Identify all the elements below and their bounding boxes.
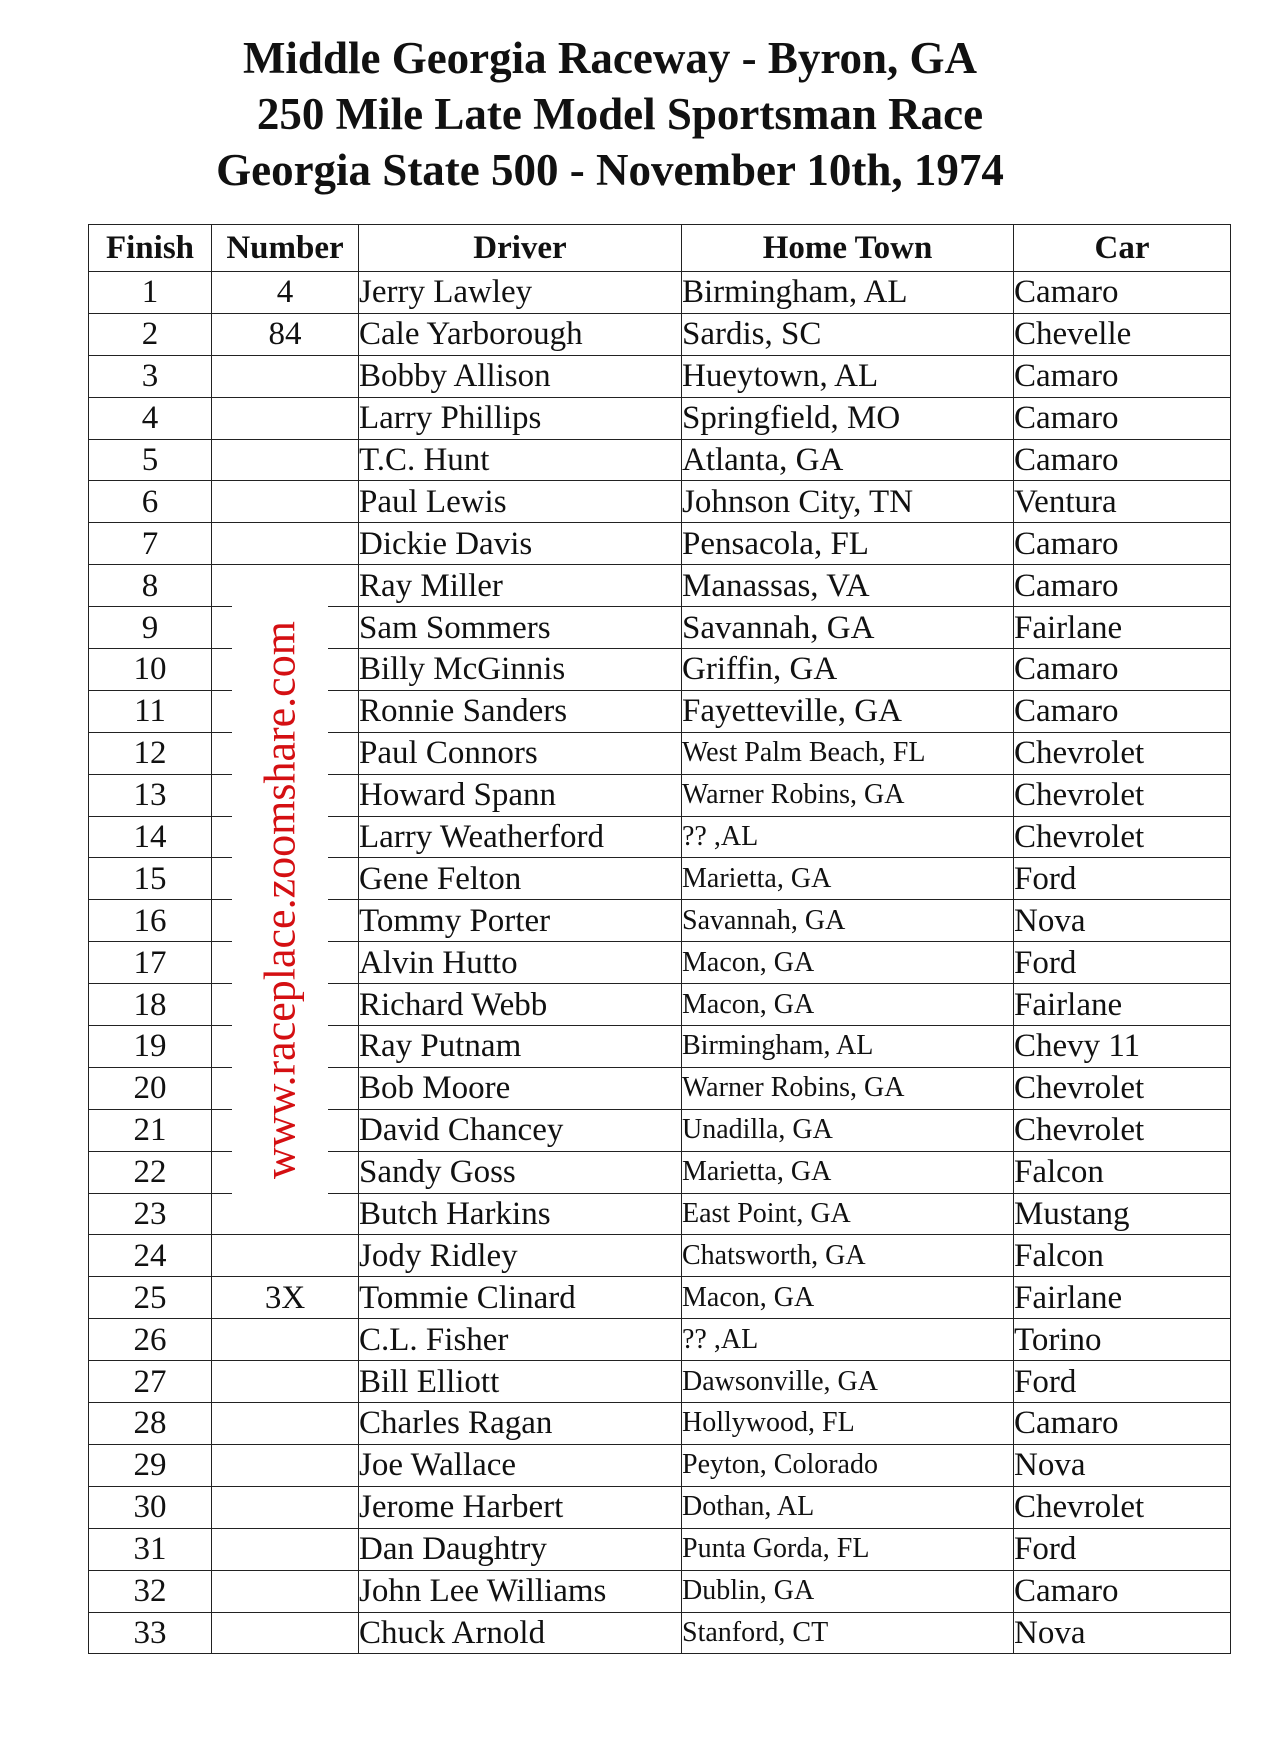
driver-cell: Richard Webb <box>359 984 682 1026</box>
home-town-cell: Macon, GA <box>682 942 1014 984</box>
car-cell: Torino <box>1014 1319 1231 1361</box>
table-row <box>89 1570 1231 1612</box>
car-cell: Fairlane <box>1014 1277 1231 1319</box>
finish-cell: 22 <box>89 1151 212 1193</box>
finish-cell: 25 <box>89 1277 212 1319</box>
driver-cell: Larry Weatherford <box>359 816 682 858</box>
driver-cell: Charles Ragan <box>359 1403 682 1445</box>
home-town-cell: Unadilla, GA <box>682 1109 1014 1151</box>
home-town-cell: Marietta, GA <box>682 858 1014 900</box>
car-cell: Fairlane <box>1014 984 1231 1026</box>
car-cell: Chevrolet <box>1014 1486 1231 1528</box>
car-cell: Ford <box>1014 858 1231 900</box>
home-town-cell: Dublin, GA <box>682 1570 1014 1612</box>
table-row <box>89 355 1231 397</box>
car-cell: Chevy 11 <box>1014 1026 1231 1068</box>
home-town-cell: Warner Robins, GA <box>682 774 1014 816</box>
finish-cell: 2 <box>89 313 212 355</box>
home-town-cell: Fayetteville, GA <box>682 690 1014 732</box>
number-cell <box>212 1403 359 1445</box>
finish-cell: 12 <box>89 732 212 774</box>
home-town-cell: Warner Robins, GA <box>682 1067 1014 1109</box>
finish-cell: 26 <box>89 1319 212 1361</box>
table-row <box>89 1361 1231 1403</box>
home-town-cell: Stanford, CT <box>682 1612 1014 1654</box>
car-cell: Camaro <box>1014 355 1231 397</box>
home-town-cell: Birmingham, AL <box>682 272 1014 314</box>
number-cell <box>212 1444 359 1486</box>
column-header-car: Car <box>1014 225 1231 272</box>
car-cell: Camaro <box>1014 523 1231 565</box>
number-cell <box>212 1235 359 1277</box>
driver-cell: Tommie Clinard <box>359 1277 682 1319</box>
car-cell: Falcon <box>1014 1235 1231 1277</box>
title-line-2: 250 Mile Late Model Sportsman Race <box>256 89 984 139</box>
home-town-cell: Macon, GA <box>682 984 1014 1026</box>
car-cell: Camaro <box>1014 565 1231 607</box>
table-row <box>89 397 1231 439</box>
watermark-text: www.raceplace.zoomshare.com <box>255 621 305 1179</box>
driver-cell: Paul Connors <box>359 732 682 774</box>
column-header-home-town: Home Town <box>682 225 1014 272</box>
finish-cell: 4 <box>89 397 212 439</box>
driver-cell: Larry Phillips <box>359 397 682 439</box>
table-row <box>89 1612 1231 1654</box>
home-town-cell: Marietta, GA <box>682 1151 1014 1193</box>
driver-cell: Bill Elliott <box>359 1361 682 1403</box>
title-line-1: Middle Georgia Raceway - Byron, GA <box>242 33 978 83</box>
driver-cell: Dickie Davis <box>359 523 682 565</box>
column-header-finish: Finish <box>89 225 212 272</box>
driver-cell: Sam Sommers <box>359 607 682 649</box>
car-cell: Chevrolet <box>1014 774 1231 816</box>
driver-cell: Dan Daughtry <box>359 1528 682 1570</box>
driver-cell: Alvin Hutto <box>359 942 682 984</box>
finish-cell: 30 <box>89 1486 212 1528</box>
table-row <box>89 481 1231 523</box>
home-town-cell: Birmingham, AL <box>682 1026 1014 1068</box>
car-cell: Chevrolet <box>1014 1067 1231 1109</box>
car-cell: Chevelle <box>1014 313 1231 355</box>
car-cell: Nova <box>1014 1444 1231 1486</box>
car-cell: Camaro <box>1014 649 1231 691</box>
finish-cell: 17 <box>89 942 212 984</box>
table-row <box>89 1277 1231 1319</box>
number-cell: 84 <box>212 313 359 355</box>
table-row <box>89 272 1231 314</box>
finish-cell: 7 <box>89 523 212 565</box>
table-row <box>89 1235 1231 1277</box>
finish-cell: 24 <box>89 1235 212 1277</box>
finish-cell: 31 <box>89 1528 212 1570</box>
number-cell <box>212 355 359 397</box>
driver-cell: Howard Spann <box>359 774 682 816</box>
finish-cell: 6 <box>89 481 212 523</box>
column-header-driver: Driver <box>359 225 682 272</box>
finish-cell: 10 <box>89 649 212 691</box>
car-cell: Nova <box>1014 900 1231 942</box>
number-cell <box>212 1319 359 1361</box>
driver-cell: T.C. Hunt <box>359 439 682 481</box>
number-cell: 4 <box>212 272 359 314</box>
driver-cell: Billy McGinnis <box>359 649 682 691</box>
finish-cell: 21 <box>89 1109 212 1151</box>
table-row <box>89 313 1231 355</box>
document-header <box>0 30 1220 198</box>
number-cell <box>212 481 359 523</box>
number-cell <box>212 1570 359 1612</box>
driver-cell: Chuck Arnold <box>359 1612 682 1654</box>
number-cell <box>212 523 359 565</box>
driver-cell: Bobby Allison <box>359 355 682 397</box>
finish-cell: 8 <box>89 565 212 607</box>
home-town-cell: Springfield, MO <box>682 397 1014 439</box>
home-town-cell: Pensacola, FL <box>682 523 1014 565</box>
home-town-cell: Sardis, SC <box>682 313 1014 355</box>
home-town-cell: Hollywood, FL <box>682 1403 1014 1445</box>
finish-cell: 32 <box>89 1570 212 1612</box>
car-cell: Chevrolet <box>1014 732 1231 774</box>
driver-cell: Cale Yarborough <box>359 313 682 355</box>
driver-cell: Tommy Porter <box>359 900 682 942</box>
table-row <box>89 523 1231 565</box>
home-town-cell: Macon, GA <box>682 1277 1014 1319</box>
finish-cell: 19 <box>89 1026 212 1068</box>
home-town-cell: Dawsonville, GA <box>682 1361 1014 1403</box>
driver-cell: Butch Harkins <box>359 1193 682 1235</box>
home-town-cell: Atlanta, GA <box>682 439 1014 481</box>
home-town-cell: Savannah, GA <box>682 900 1014 942</box>
finish-cell: 16 <box>89 900 212 942</box>
finish-cell: 18 <box>89 984 212 1026</box>
finish-cell: 11 <box>89 690 212 732</box>
watermark-panel <box>232 572 328 1228</box>
number-cell <box>212 1486 359 1528</box>
home-town-cell: ?? ,AL <box>682 816 1014 858</box>
finish-cell: 1 <box>89 272 212 314</box>
home-town-cell: Johnson City, TN <box>682 481 1014 523</box>
home-town-cell: Savannah, GA <box>682 607 1014 649</box>
car-cell: Ford <box>1014 1361 1231 1403</box>
driver-cell: David Chancey <box>359 1109 682 1151</box>
car-cell: Camaro <box>1014 690 1231 732</box>
car-cell: Mustang <box>1014 1193 1231 1235</box>
number-cell: 3X <box>212 1277 359 1319</box>
table-row <box>89 1486 1231 1528</box>
table-row <box>89 1528 1231 1570</box>
driver-cell: Paul Lewis <box>359 481 682 523</box>
table-row <box>89 1444 1231 1486</box>
car-cell: Camaro <box>1014 1403 1231 1445</box>
car-cell: Chevrolet <box>1014 1109 1231 1151</box>
finish-cell: 15 <box>89 858 212 900</box>
car-cell: Chevrolet <box>1014 816 1231 858</box>
driver-cell: Jody Ridley <box>359 1235 682 1277</box>
car-cell: Fairlane <box>1014 607 1231 649</box>
number-cell <box>212 1528 359 1570</box>
driver-cell: Jerome Harbert <box>359 1486 682 1528</box>
driver-cell: Ray Miller <box>359 565 682 607</box>
finish-cell: 14 <box>89 816 212 858</box>
home-town-cell: Peyton, Colorado <box>682 1444 1014 1486</box>
finish-cell: 23 <box>89 1193 212 1235</box>
home-town-cell: Dothan, AL <box>682 1486 1014 1528</box>
driver-cell: Ray Putnam <box>359 1026 682 1068</box>
home-town-cell: Griffin, GA <box>682 649 1014 691</box>
finish-cell: 3 <box>89 355 212 397</box>
driver-cell: Joe Wallace <box>359 1444 682 1486</box>
car-cell: Falcon <box>1014 1151 1231 1193</box>
home-town-cell: Hueytown, AL <box>682 355 1014 397</box>
car-cell: Camaro <box>1014 1570 1231 1612</box>
driver-cell: Bob Moore <box>359 1067 682 1109</box>
car-cell: Ford <box>1014 1528 1231 1570</box>
home-town-cell: West Palm Beach, FL <box>682 732 1014 774</box>
number-cell <box>212 397 359 439</box>
driver-cell: Sandy Goss <box>359 1151 682 1193</box>
table-row <box>89 439 1231 481</box>
table-row <box>89 1319 1231 1361</box>
home-town-cell: Manassas, VA <box>682 565 1014 607</box>
finish-cell: 27 <box>89 1361 212 1403</box>
finish-cell: 13 <box>89 774 212 816</box>
driver-cell: Ronnie Sanders <box>359 690 682 732</box>
number-cell <box>212 1361 359 1403</box>
car-cell: Camaro <box>1014 397 1231 439</box>
finish-cell: 9 <box>89 607 212 649</box>
home-town-cell: Chatsworth, GA <box>682 1235 1014 1277</box>
finish-cell: 33 <box>89 1612 212 1654</box>
finish-cell: 28 <box>89 1403 212 1445</box>
driver-cell: Jerry Lawley <box>359 272 682 314</box>
home-town-cell: East Point, GA <box>682 1193 1014 1235</box>
column-header-number: Number <box>212 225 359 272</box>
table-row <box>89 1403 1231 1445</box>
finish-cell: 29 <box>89 1444 212 1486</box>
finish-cell: 5 <box>89 439 212 481</box>
number-cell <box>212 1612 359 1654</box>
car-cell: Ford <box>1014 942 1231 984</box>
driver-cell: C.L. Fisher <box>359 1319 682 1361</box>
finish-cell: 20 <box>89 1067 212 1109</box>
car-cell: Camaro <box>1014 439 1231 481</box>
number-cell <box>212 439 359 481</box>
driver-cell: Gene Felton <box>359 858 682 900</box>
home-town-cell: ?? ,AL <box>682 1319 1014 1361</box>
table-header-row <box>89 225 1231 272</box>
car-cell: Camaro <box>1014 272 1231 314</box>
driver-cell: John Lee Williams <box>359 1570 682 1612</box>
car-cell: Ventura <box>1014 481 1231 523</box>
title-line-3: Georgia State 500 - November 10th, 1974 <box>216 145 1004 195</box>
home-town-cell: Punta Gorda, FL <box>682 1528 1014 1570</box>
car-cell: Nova <box>1014 1612 1231 1654</box>
